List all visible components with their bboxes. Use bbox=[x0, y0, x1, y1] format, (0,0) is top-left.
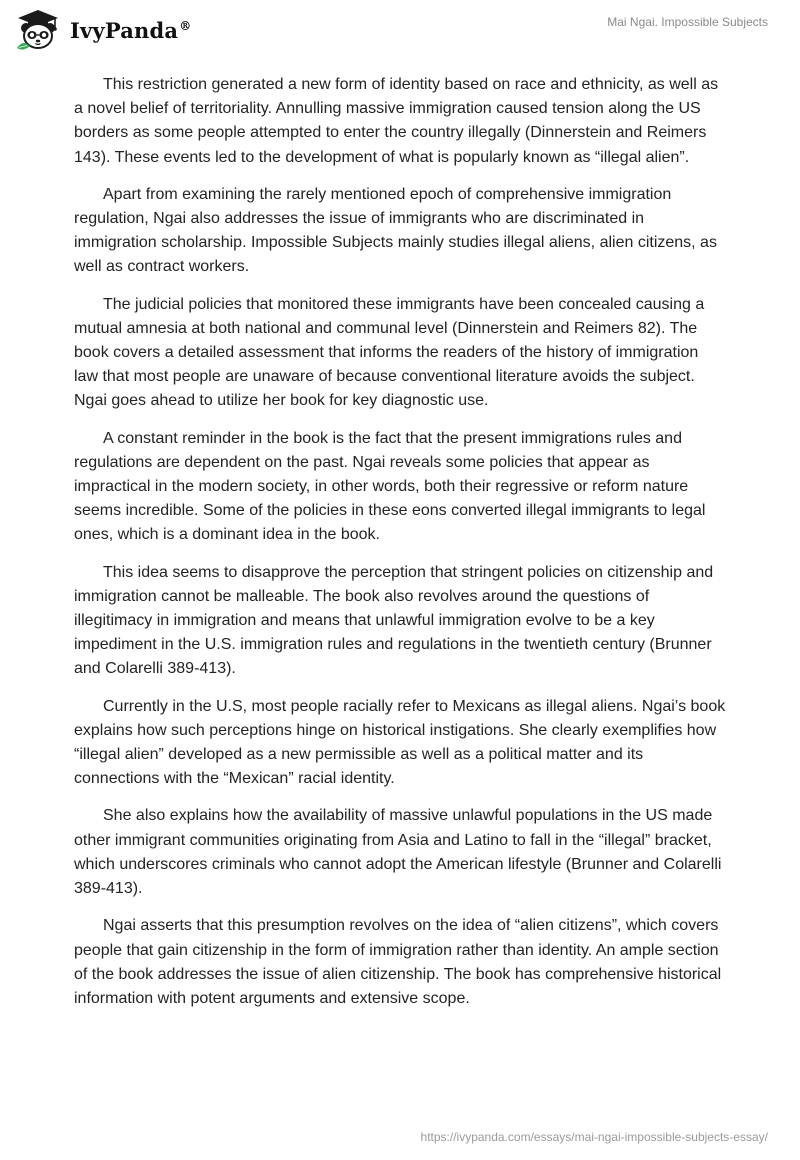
paragraph: Currently in the U.S, most people racially refer to Mexicans as illegal aliens. Ngai’s book explains how such perceptions hinge on historical instigations. She clearly exemplifies how “illegal alien” developed as a new permissible as well as a political matter and its connections with the “Mexican” racial identity. bbox=[74, 697, 726, 788]
brand-name bbox=[70, 18, 191, 43]
paragraph: This idea seems to disapprove the perception that stringent policies on citizenship and immigration cannot be malleable. The book also revolves around the questions of illegitimacy in immigration and means that unlawful immigration evolve to be a key impediment in the U.S. immigration rules and regulations in the twentieth century (Brunner and Colarelli 389-413). bbox=[74, 563, 714, 678]
paragraph: The judicial policies that monitored these immigrants have been concealed causing a mutual amnesia at both national and communal level (Dinnerstein and Reimers 82). The book covers a detailed assessment that informs the readers of the history of immigration law that most people are unaware of because conventional literature avoids the subject. Ngai goes ahead to utilize her book for key diagnostic use. bbox=[74, 295, 705, 410]
running-title: Mai Ngai. Impossible Subjects bbox=[607, 15, 768, 29]
source-url[interactable]: https://ivypanda.com/essays/mai-ngai-impossible-subjects-essay/ bbox=[420, 1130, 768, 1144]
registered-mark: ® bbox=[179, 18, 192, 33]
paragraph: She also explains how the availability of massive unlawful populations in the US made other immigrant communities originating from Asia and Latino to fall in the “illegal” bracket, which underscores criminals who cannot adopt the American lifestyle (Brunner and Colarelli 389-413). bbox=[74, 807, 722, 898]
paragraph: Apart from examining the rarely mentioned epoch of comprehensive immigration regulation, Ngai also addresses the issue of immigrants who are discriminated in immigration scholarship. Impossible Subjects mainly studies illegal aliens, alien citizens, as well as contract workers. bbox=[74, 185, 717, 276]
paragraph: This restriction generated a new form of identity based on race and ethnicity, as well as a novel belief of territoriality. Annulling massive immigration caused tension along the US borders as some people attempted to enter the country illegally (Dinnerstein and Reimers 143). These events led to the development of what is popularly known as “illegal alien”. bbox=[74, 76, 719, 166]
page-header bbox=[0, 0, 800, 60]
paragraph: Ngai asserts that this presumption revolves on the idea of “alien citizens”, which covers people that gain citizenship in the form of immigration rather than identity. An ample section of the book addresses the issue of alien citizenship. The book has comprehensive historical information with potent arguments and extensive scope. bbox=[74, 917, 722, 1007]
panda-graduate-icon bbox=[14, 6, 62, 54]
essay-body bbox=[74, 73, 726, 1024]
paragraph: A constant reminder in the book is the fact that the present immigrations rules and regulations are dependent on the past. Ngai reveals some policies that appear as impractical in the modern society, in other words, both their regressive or reform nature seems incredible. Some of the policies in these eons converted illegal immigrants to legal ones, which is a dominant idea in the book. bbox=[74, 429, 706, 544]
brand-logo[interactable] bbox=[14, 6, 191, 54]
brand-name-text: IvyPanda bbox=[70, 17, 179, 43]
